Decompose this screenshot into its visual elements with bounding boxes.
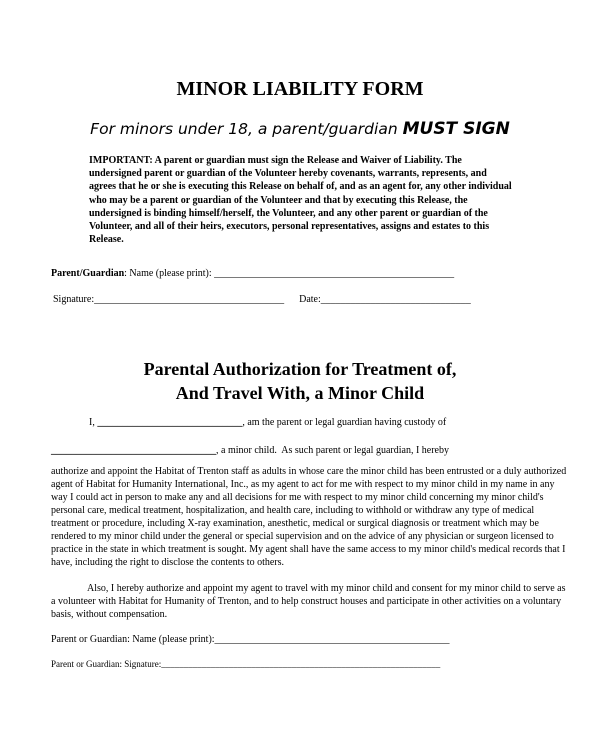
form-subtitle (0, 119, 600, 139)
subtitle-text: For minors under 18, a parent/guardian (90, 120, 398, 138)
pg-signature-field[interactable]: Parent or Guardian: Signature:______________________________________________________________ (51, 659, 441, 669)
travel-consent-paragraph: Also, I hereby authorize and appoint my agent to travel with my minor child and consent for my minor child to serve as a volunteer with Habitat for Humanity of Trenton, and to help construct houses and participate in other activities on a voluntary basis, without compensation. (51, 583, 566, 620)
form-title: MINOR LIABILITY FORM (176, 78, 424, 100)
minor-statement (51, 445, 449, 456)
guardian-name-label: : Name (please print): ________________________________________________ (124, 268, 455, 279)
intro-rest: , am the parent or legal guardian having custody of (242, 417, 447, 428)
minor-name-blank[interactable]: _________________________________ (51, 445, 216, 456)
subtitle-emphasis: MUST SIGN (402, 119, 510, 139)
parent-name-blank[interactable]: _____________________________ (97, 417, 243, 428)
intro-i: I, (89, 417, 98, 428)
date-field[interactable]: Date:______________________________ (299, 294, 471, 305)
authorization-title (0, 357, 600, 405)
authorization-title-line1: Parental Authorization for Treatment of, (143, 359, 457, 379)
signature-field[interactable]: Signature:______________________________________ (53, 294, 285, 305)
important-notice: IMPORTANT: A parent or guardian must sign the Release and Waiver of Liability. The undersigned parent or guardian of the Volunteer hereby covenants, warrants, represents, and agrees that he or she is executing this Release on behalf of, and as an agent for, any other individual who may be a parent or guardian of the Volunteer and that by executing this Release, the undersigned is binding himself/herself, the Volunteer, and any other parent or guardian of the Volunteer, and all of their heirs, executors, personal representatives, assigns and estates to this Release. (89, 155, 512, 246)
guardian-name-label-bold: Parent/Guardian (51, 268, 125, 279)
custody-statement (89, 417, 446, 428)
minor-rest: , a minor child. As such parent or legal guardian, I hereby (216, 445, 449, 456)
authorization-title-line2: And Travel With, a Minor Child (175, 383, 425, 403)
authorization-body: authorize and appoint the Habitat of Trenton staff as adults in whose care the minor child has been entrusted or a duly authorized agent of Habitat for Humanity International, Inc., as my agent to act for me with respect to my minor child in my name in any way I could act in person to make any and all decisions for me with respect to my minor child concerning my minor child's personal care, medical treatment, hospitalization, and health care, including to withhold or withdraw any type of medical treatment or procedure, including X-ray examination, anesthetic, medical or surgical diagnosis or treatment which may be rendered to my minor child under the general or special supervision and on the advice of any physician or surgeon licensed to practice in the state in which treatment is sought. My agent shall have the same access to my minor child's medical records that I have, including the right to disclose the contents to others. (51, 466, 567, 568)
signature-date-line[interactable] (53, 294, 471, 305)
pg-name-field[interactable]: Parent or Guardian: Name (please print):_______________________________________________ (51, 634, 450, 645)
guardian-name-line[interactable] (51, 268, 454, 279)
